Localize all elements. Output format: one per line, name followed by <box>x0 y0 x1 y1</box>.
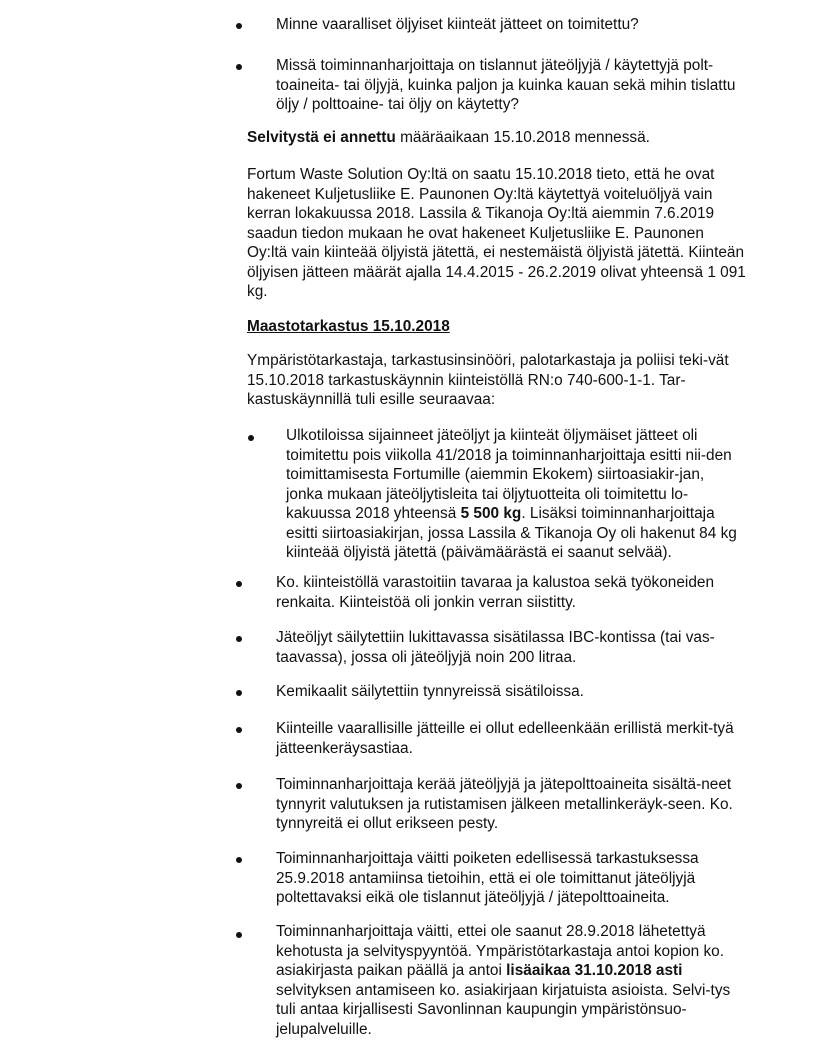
section-heading: Maastotarkastus 15.10.2018 <box>247 318 450 335</box>
bullet-icon <box>236 857 242 863</box>
finding-item <box>286 426 744 563</box>
bullet-icon <box>236 23 242 29</box>
finding-item: Toiminnanharjoittaja kerää jäteöljyjä ja jätepolttoaineita sisältä-neet tynnyrit valutuksen ja rutistamisen jälkeen metallinkeräyk-seen. Ko. tynnyreitä ei ollut erikseen pesty. <box>276 776 733 832</box>
intro-paragraph: Ympäristötarkastaja, tarkastusinsinööri, palotarkastaja ja poliisi teki-vät 15.10.2018 tarkastuskäynnin kiinteistöllä RN:o 740-600-1-1. Tar-kastuskäynnillä tuli esille seuraavaa: <box>247 352 729 408</box>
finding-item: Jäteöljyt säilytettiin lukittavassa sisätilassa IBC-kontissa (tai vas-taavassa), jossa oli jäteöljyjä noin 200 litraa. <box>276 629 715 666</box>
bullet-icon <box>236 690 242 696</box>
question-item: Minne vaaralliset öljyiset kiinteät jätteet on toimitettu? <box>276 16 639 33</box>
bullet-icon <box>236 783 242 789</box>
fortum-paragraph: Fortum Waste Solution Oy:ltä on saatu 15.10.2018 tieto, että he ovat hakeneet Kuljetusliike E. Paunonen Oy:ltä käytettyä voiteluöljyä vain kerran lokakuussa 2018. Lassila & Tikanoja Oy:ltä aiemmin 7.6.2019 saadun tiedon mukaan he ovat hakeneet Kuljetusliike E. Paunonen Oy:ltä vain kiinteää öljyistä jätettä, ei nestemäistä öljyistä jätettä. Kiinteän öljyisen jätteen määrät ajalla 14.4.2015 - 26.2.2019 olivat yhteensä 1 091 kg. <box>247 166 746 300</box>
statement-bold: Selvitystä ei annettu <box>247 129 396 146</box>
bullet-icon <box>236 581 242 587</box>
statement <box>247 128 747 148</box>
finding-text: . Lisäksi toiminnanharjoittaja esitti siirtoasiakirjan, jossa Lassila & Tikanoja Oy oli hakenut 84 kg kiinteää öljyistä jätettä (päivämäärästä ei saanut selvää). <box>286 505 737 561</box>
statement-rest: määräaikaan 15.10.2018 mennessä. <box>395 129 650 146</box>
finding-text: Toiminnanharjoittaja väitti, ettei ole saanut 28.9.2018 lähetettyä kehotusta ja selvityspyyntöä. Ympäristötarkastaja antoi kopion ko. asiakirjasta paikan päällä ja antoi <box>276 923 724 979</box>
finding-item: Kiinteille vaarallisille jätteille ei ollut edelleenkään erillistä merkit-tyä jätteenkeräysastiaa. <box>276 720 734 757</box>
finding-text: Ulkotiloissa sijainneet jäteöljyt ja kiinteät öljymäiset jätteet oli toimitettu pois viikolla 41/2018 ja toiminnanharjoittaja esitti nii-den toimittamisesta Fortumille (aiemmin Ekokem) siirtoasiakir-jan, jonka mukaan jäteöljytisleita tai öljytuotteita oli toimitettu lo-kakuussa 2018 yhteensä <box>286 427 732 522</box>
bullet-icon <box>236 636 242 642</box>
bullet-icon <box>236 727 242 733</box>
finding-text: selvityksen antamiseen ko. asiakirjaan kirjatuista asioista. Selvi-tys tuli antaa kirjallisesti Savonlinnan kaupungin ympäristönsuo-jelupalveluille. <box>276 981 731 1038</box>
bullet-icon <box>248 435 254 441</box>
finding-item: Ko. kiinteistöllä varastoitiin tavaraa ja kalustoa sekä työkoneiden renkaita. Kiinteistöä oli jonkin verran siistitty. <box>276 574 715 611</box>
finding-item: Kemikaalit säilytettiin tynnyreissä sisätiloissa. <box>276 683 584 700</box>
bullet-icon <box>236 932 242 938</box>
finding-bold: lisäaikaa 31.10.2018 asti <box>506 962 683 979</box>
question-item: Missä toiminnanharjoittaja on tislannut jäteöljyjä / käytettyjä polt-toaineita- tai öljyjä, kuinka paljon ja kuinka kauan sekä mihin tislattu öljy / polttoaine- tai öljy on käytetty? <box>276 57 736 113</box>
finding-bold: 5 500 kg <box>460 505 522 522</box>
bullet-icon <box>236 64 242 70</box>
finding-item <box>276 922 746 1039</box>
finding-item: Toiminnanharjoittaja väitti poiketen edellisessä tarkastuksessa 25.9.2018 antamiinsa tietoihin, että ei ole toimittanut jäteöljyjä poltettavaksi eikä ole tislannut jäteöljyjä / jätepolttoaineita. <box>276 850 699 906</box>
